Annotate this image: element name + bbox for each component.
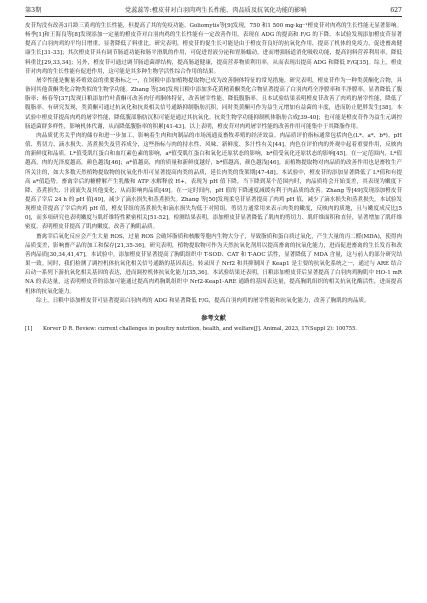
article-body — [25, 22, 402, 306]
reference-item — [25, 325, 402, 333]
running-title: 党蕊蕊等:橙皮苷对白羽肉鸡生长性能、肉品质及抗氧化功能的影响 — [124, 7, 307, 14]
page-number: 627 — [390, 7, 402, 14]
paragraph-slaughter-performance: 屠宰性能是衡量养殖效益的重要指标之一，在饲粮中添加植物提取物已成为改善胴体特征的常见措施。研究表明，橙皮苷作为一种类黄酮化合物，具备同其他黄酮类化合物类似的生物学功能。Zhang 等[36]发现日粮中添加多花黄精黄酮类化合物显著提高了白羽肉鸡全净膛率和半净膛率，显著降低了腹脂率；杨春等[37]发现日粮添加竹叶黄酮可改善肉仔鸡胴体特征，改善屠宰性能，降低腹脂率。且本试验结果表明橙皮苷改善了肉鸡的屠宰性能，降低了腹脂率。有研究发现，类黄酮可通过抗氧化和抗炎相关信号通路抑制脂肪沉积，同时类黄酮可作为益生元增加有益菌的丰度，进而防止肥胖发生[38]。本试验中橙皮苷提高肉鸡的屠宰性能，降低腹部脂肪沉积可能是通过其抗氧化、抗炎生物学功能抑制机体脂肪合成[39-40]；也可能是橙皮苷作为益生元调控肠道菌群多样性，影响机体代谢，从而降低腹脂率的积累[41-43]。以上表明，橙皮苷对肉鸡屠宰性能的改善作用可能集中于其降脂作用。 — [25, 77, 402, 130]
issue-number: 第3期 — [25, 7, 42, 14]
paragraph-antioxidant: 畜禽宰后氧化反应会产生大量 ROS，过量 ROS 会破坏脂质和核酸等胞内生物大分子，导致脂质和蛋白质过氧化，产生大量的丙二醛(MDA)，使得肉品质变差，影响畜产品的加工和保存[21,35-36]。研究表明，植物提取物可作为天然抗氧化剂用以提高畜禽的抗氧化能力，进而促进畜禽的生长发育和改善肉品质[30,34,41,47]。本试验中，添加橙皮苷显著提高了胸肌组织中 T-SOD、CAT 和 T-AOC 活性，显著降低了 MDA 含量，这与前人的部分研究结果一致。同时，我们检测了调控机体抗氧化相关信号通路的基因表达。转录因子 Nrf2 和其抑制因子 Keap1 是主要的抗氧化系统之一，通过与 ARE 结合启动一系列下游抗氧化相关基因的表达，进而调控机体抗氧化能力[35,36]。本试验结果还表明，日粮添加橙皮苷后显著提高了白羽肉鸡胸肌中 HO-1 mRNA 的表达量，这表明橙皮苷的添加可能通过提高肉鸡胸肌组织中 Nrf2-Keap1-ARE 通路的基因表达量，提高胸肌组织的相关抗氧化酶活性，进而提高机体的抗氧化能力。 — [25, 233, 402, 295]
paragraph-conclusion: 综上，日粮中添加橙皮苷可显著提高白羽肉鸡的 ADG 和显著降低 F/G，提高白羽肉鸡的屠宰性能和抗氧化能力，改善了胸肌的肉品质。 — [36, 297, 370, 304]
running-header — [25, 6, 402, 17]
paragraph-meat-quality: 肉品质优劣关乎肉的储存和进一步加工，影响着生肉和肉制品的市场流通及畜牧养殖的经济效益。肉品质评价指标通常包括肉色(L*、a*、b*)、pH 值、剪切力、滴水损失、蒸煮损失及营养成分，这些指标与肉的持水性、风味、新鲜度、多汁性有关[44]。肉色在评价肉的外观中起着重要作用，反映肉的新鲜度和品质。L*值受肌红蛋白和血红素色素的影响，a*值受肌红蛋白和氧化还原状态的影响，b*值受氧化还原状态的影响[45]。在一定范围内，L*值越高，肉的光泽度越高，颜色越浅[46]；a*值越高，肉的质量和新鲜度越好，b*值越高，颜色越浅[46]。而植物提取物对肉品质的改善作用也是畜牧生产所关注的，如大多数天然植物提取物的抗氧化作用可显著提高肉类的品质，延长肉类的货架期[47-48]。本试验中，橙皮苷的添加显著降低了 L*值和有提高 a*值趋势。畜禽宰后的糖酵解产生乳酸和 ATP 水解释放 H+，表现为 pH 值下降，当下降到某个范围内时，肉品质将会开始变差，其表现为嫩度下降、蒸煮损失、汁液流失及其他变化，从而影响肉品质[49]。在一定时间内，pH 值的下降速度减缓有利于肉品质的改善。Zhang 等[49]发现添加橙皮苷提高了宰后 24 h 的 pH 值[49]，减少了滴水损失和蒸煮损失。Zhang 等[50]发现柔皂苷显著提高了肉鸡 pH 值，减少了滴水损失和蒸煮损失。本试验发现橙皮苷提高了宰后肉鸡 pH 值，橙皮苷组的蒸煮损失和滴水损失均低于对照组。剪切力通常用来表示肉类的嫩度，反映肉的质地，且与嫩度成反比[50]，而多项研究也表明嫩度与肌纤维特性紧密相关[51-52]。检测结果表明，添加橙皮苷显著降低了肌肉的剪切力、肌纤维面积和直径，显著增加了肌纤维密度，表明橙皮苷提高了肌肉嫩度，改善了胸肌品质。 — [25, 132, 402, 231]
references-list — [25, 325, 402, 333]
paragraph-growth-performance: 皮苷均没有改善3月龄三黄鸡的生长性能，但提高了其的免疫功能。Goliomytis等[9]发现，750 和1 500 mg·kg⁻¹橙皮苷对肉鸡的生长性能无显著影响。杨季[1]和王海良等[8]发现添加一定量的橙皮苷对白羽肉鸡的生长性能有一定改善作用，表现在 ADG 的提高和 F/G 的下降。本试验发现添加橙皮苷显著提高了白羽肉鸡的平均日增重、显著降低了料重比。研究表明，橙皮苷的促生长可能是由于橙皮苷良好的抗氧化作用，提高了机体的免疫力，促进畜禽健康生长[31-33]；其次橙皮苷具有调节肠道功能和肠平滑肌的作用，可促进胃液分泌和胃肠蠕动，进而增强肠道消化吸收功能，提高饲料营养利用率，降低料重比[29,33,34]；另外，橙皮苷可通过调节肠道菌群结构，提高肠道健康，提高营养物质利用率，从而表现出提高 ADG 和降低 F/G[35]。综上，橙皮苷对肉鸡的生长性能有促进作用，这可能是其多种生物学活性综合作用的结果。 — [25, 23, 402, 75]
reference-text: Korver D R. Review: current challenges in poultry nutrition, health, and welfare[J]. Animal, 2023, 17(Suppl 2): 100755. — [43, 325, 358, 332]
references-heading: 参考文献 — [201, 314, 226, 322]
reference-number: [1] — [25, 325, 33, 332]
